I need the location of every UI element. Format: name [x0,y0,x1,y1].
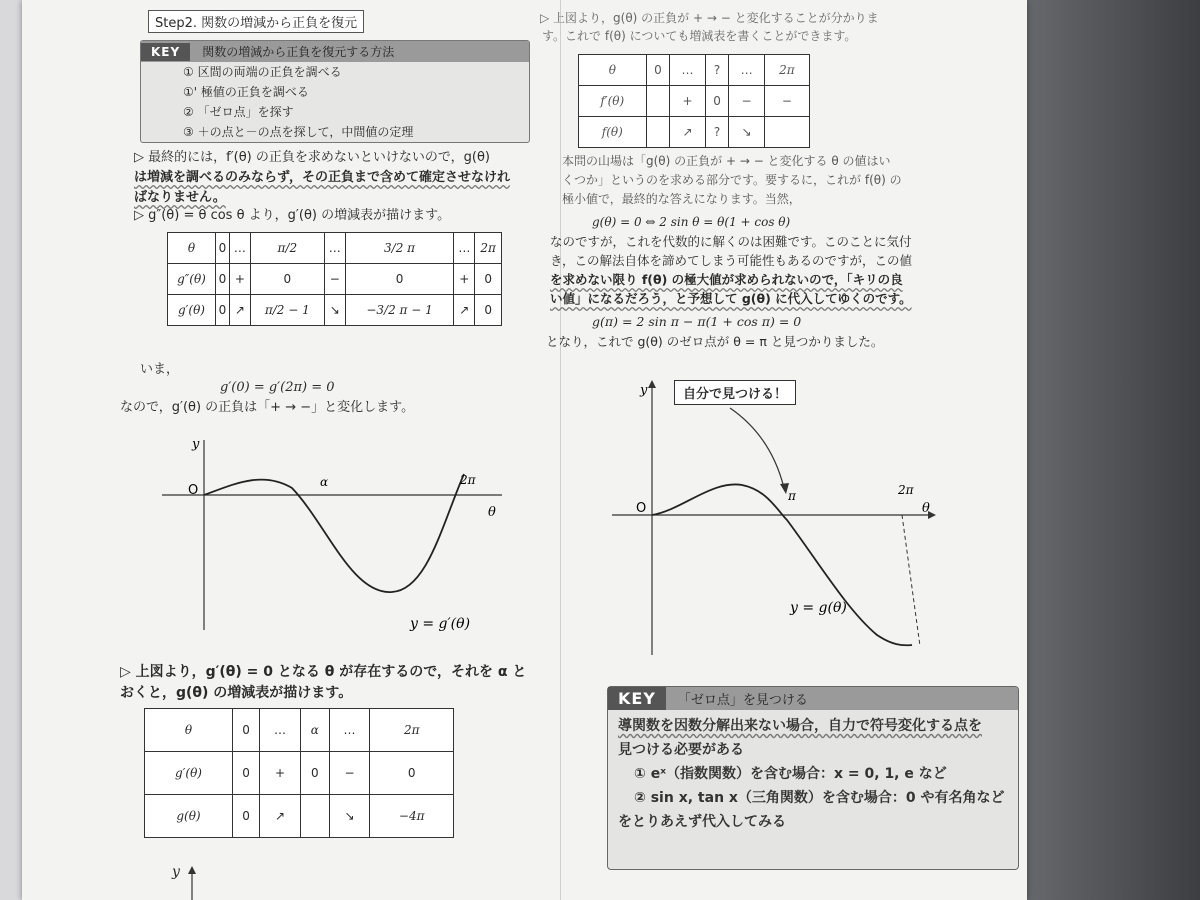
cell: − [324,264,345,295]
cell: −4π [370,795,454,838]
cell: 0 [345,264,454,295]
cell: 0 [232,752,259,795]
table-row [168,233,502,264]
cell: 0 [232,709,259,752]
right-p4: となり，これで g(θ) のゼロ点が θ = π と見つかりました。 [546,334,884,349]
desk-background [1010,0,1200,900]
key-line: をとりあえず代入してみる [618,814,786,830]
cell: g′(θ) [168,295,216,326]
table-f [578,54,810,148]
origin-label: O [188,483,199,498]
curve-label: y = g(θ) [790,600,847,616]
cell: g″(θ) [168,264,216,295]
equation-1: g′(0) = g′(2π) = 0 [220,380,335,395]
cell: … [454,233,475,264]
bottom-y-axis [182,866,202,900]
cell: θ [168,233,216,264]
key-header [608,687,1018,710]
cell: 0 [215,233,229,264]
equation-2: g(θ) = 0 ⇔ 2 sin θ = θ(1 + cos θ) [592,215,791,229]
key-title: 関数の増減から正負を復元する方法 [202,45,395,59]
ima-text: いま， [140,362,180,377]
graph-g-prime [152,430,512,640]
y-label: y [192,437,200,452]
para-line: 本問の山場は「g(θ) の正負が + → − と変化する θ の値はい [562,154,891,168]
table-row [579,55,810,86]
graph-g [602,370,942,660]
table-row [168,295,502,326]
para-line-emph: い値」になるだろう，と予想して g(θ) に代入してゆくのです。 [550,291,912,306]
cell: … [670,55,706,86]
cell: + [670,86,706,117]
cell: ↗ [260,795,301,838]
alpha-label: α [320,475,329,489]
y-axis-arrow [648,380,656,388]
right-p1b: す。これで f(θ) についても増減表を書くことができます。 [542,29,857,43]
key-title: 「ゼロ点」を見つける [677,693,808,708]
x-label: θ [922,501,930,516]
cell: −3/2 π − 1 [345,295,454,326]
para-line: なのですが，これを代数的に解くのは困難です。このことに気付 [550,234,912,249]
column-divider [560,0,561,900]
cell: − [329,752,370,795]
paragraph-1 [134,148,534,208]
equation-3: g(π) = 2 sin π − π(1 + cos π) = 0 [592,314,802,329]
cell: … [229,233,250,264]
cell: ↗ [670,117,706,148]
para-line: 極小値で，最終的な答えになります。当然， [562,192,801,206]
key-line: 導関数を因数分解出来ない場合，自力で符号変化する点を [618,718,982,734]
cell: 0 [215,264,229,295]
table-row [579,86,810,117]
cell: … [324,233,345,264]
para-line-emph: を求めない限り f(θ) の極大値が求められないので，「キリの良 [550,272,903,287]
paragraph-4: ▷ 上図より，g′(θ) = 0 となる θ が存在するので，それを α と [120,664,527,680]
key-item: ② 「ゼロ点」を探す [183,105,294,119]
cell: 0 [300,752,329,795]
cell: g(θ) [145,795,233,838]
cell [646,86,670,117]
key-box-zero-point [607,686,1019,870]
right-p1: ▷ 上図より，g(θ) の正負が + → − と変化することが分かりま [540,11,879,25]
cell: ? [705,117,729,148]
para-line: ▷ 最終的には，f′(θ) の正負を求めないといけないので，g(θ) [134,150,490,165]
key-item: ①' 極値の正負を調べる [183,85,309,99]
cell: ↘ [324,295,345,326]
key-line: 見つける必要がある [618,742,744,758]
cell: 2π [370,709,454,752]
key-body [608,710,1018,838]
dashed-guide [902,515,920,646]
right-p2 [562,152,962,209]
twopi-label: 2π [460,473,476,487]
cell: π/2 − 1 [250,295,324,326]
cell: 2π [764,55,809,86]
cell: + [229,264,250,295]
cell: ↘ [729,117,765,148]
cell: … [329,709,370,752]
cell: 3/2 π [345,233,454,264]
cell: … [729,55,765,86]
cell: θ [145,709,233,752]
cell: 0 [475,264,502,295]
x-label: θ [488,505,496,520]
table-row [145,795,454,838]
cell: + [454,264,475,295]
cell: − [729,86,765,117]
key-item: ① 区間の両端の正負を調べる [183,65,342,79]
curve-g-prime [204,474,464,592]
cell: ↘ [329,795,370,838]
paragraph-4b: おくと，g(θ) の増減表が描けます。 [120,685,353,701]
cell: 0 [475,295,502,326]
table-row [579,117,810,148]
cell: ? [705,55,729,86]
document-page [22,0,1027,900]
axis-arrow [188,866,196,874]
cell: ↗ [229,295,250,326]
pi-label: π [788,489,796,503]
cell: π/2 [250,233,324,264]
cell: + [260,752,301,795]
cell: ↗ [454,295,475,326]
right-p3 [550,232,980,308]
table-row [145,709,454,752]
curve-label: y = g′(θ) [410,616,471,632]
step-title: Step2. 関数の増減から正負を復元 [148,10,364,33]
cell: 0 [215,295,229,326]
key-header [141,41,529,62]
para-line: き，この解法自体を諦めてしまう可能性もあるのですが，この値 [550,253,913,268]
key-line: ② sin x, tan x（三角関数）を含む場合：0 や有名角など [634,790,1005,806]
origin-label: O [636,501,647,516]
cell: θ [579,55,647,86]
cell: 0 [646,55,670,86]
key-box-method [140,40,530,143]
key-tag: KEY [608,687,666,710]
y-label: y [640,383,648,398]
cell [646,117,670,148]
twopi-label: 2π [898,483,914,497]
paragraph-2: ▷ g″(θ) = θ cos θ より，g′(θ) の増減表が描けます。 [134,208,451,223]
table-g-prime [167,232,502,326]
cell: − [764,86,809,117]
key-line: ① eˣ（指数関数）を含む場合：x = 0, 1, e など [634,766,947,782]
cell: f′(θ) [579,86,647,117]
paragraph-3: なので，g′(θ) の正負は「+ → −」と変化します。 [120,400,415,415]
cell [300,795,329,838]
table-row [145,752,454,795]
key-tag: KEY [141,43,190,61]
cell [764,117,809,148]
bottom-y-label: y [172,864,180,880]
para-line-emph: は増減を調べるのみならず，その正負まで含めて確定させなけれ [134,170,510,185]
cell: … [260,709,301,752]
curve-g [652,484,912,645]
cell: g′(θ) [145,752,233,795]
callout-label: 自分で見つける！ [674,380,796,405]
para-line: くつか」というのを求める部分です。要するに，これが f(θ) の [562,173,902,187]
cell: 0 [250,264,324,295]
callout-arrow [730,408,784,488]
cell: 0 [705,86,729,117]
cell: 2π [475,233,502,264]
cell: f(θ) [579,117,647,148]
para-line-emph: ばなりません。 [134,190,226,205]
cell: 0 [232,795,259,838]
key-item: ③ ＋の点と－の点を探して，中間値の定理 [183,125,414,139]
table-g [144,708,454,838]
cell: α [300,709,329,752]
cell: 0 [370,752,454,795]
table-row [168,264,502,295]
